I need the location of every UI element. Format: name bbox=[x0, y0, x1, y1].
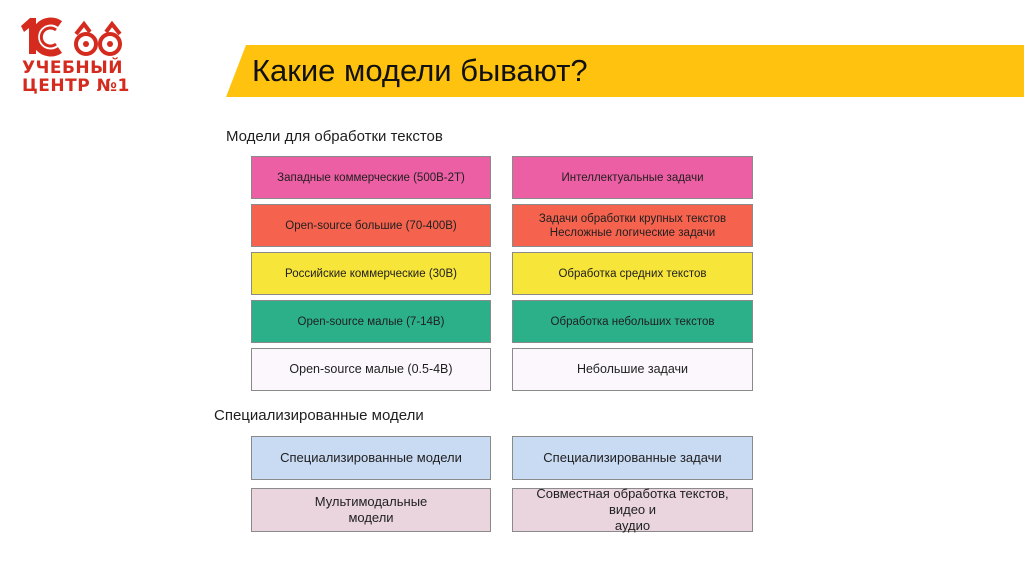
logo-text-line2: ЦЕНТР №1 bbox=[22, 76, 130, 96]
section-label-text-models: Модели для обработки текстов bbox=[226, 128, 443, 145]
page-title: Какие модели бывают? bbox=[252, 53, 588, 88]
logo bbox=[18, 14, 128, 104]
logo-mark-icon bbox=[18, 14, 126, 58]
task-box-multimodal: Совместная обработка текстов, видео и аудио bbox=[512, 488, 753, 532]
model-box-opensource-large: Open-source большие (70-400B) bbox=[251, 204, 491, 247]
model-box-multimodal: Мультимодальные модели bbox=[251, 488, 491, 532]
section-label-text-specialized: Специализированные модели bbox=[214, 407, 424, 424]
logo-text-line1: УЧЕБНЫЙ bbox=[22, 58, 123, 78]
model-box-russian-commercial: Российские коммерческие (30B) bbox=[251, 252, 491, 295]
model-box-western-commercial: Западные коммерческие (500B-2T) bbox=[251, 156, 491, 199]
task-box-small-tasks: Небольшие задачи bbox=[512, 348, 753, 391]
model-box-specialized: Специализированные модели bbox=[251, 436, 491, 480]
task-box-small-texts: Обработка небольших текстов bbox=[512, 300, 753, 343]
task-box-intellectual: Интеллектуальные задачи bbox=[512, 156, 753, 199]
model-box-opensource-tiny: Open-source малые (0.5-4B) bbox=[251, 348, 491, 391]
task-box-specialized: Специализированные задачи bbox=[512, 436, 753, 480]
task-box-large-texts: Задачи обработки крупных текстов Несложные логические задачи bbox=[512, 204, 753, 247]
task-box-medium-texts: Обработка средних текстов bbox=[512, 252, 753, 295]
model-box-opensource-small: Open-source малые (7-14B) bbox=[251, 300, 491, 343]
